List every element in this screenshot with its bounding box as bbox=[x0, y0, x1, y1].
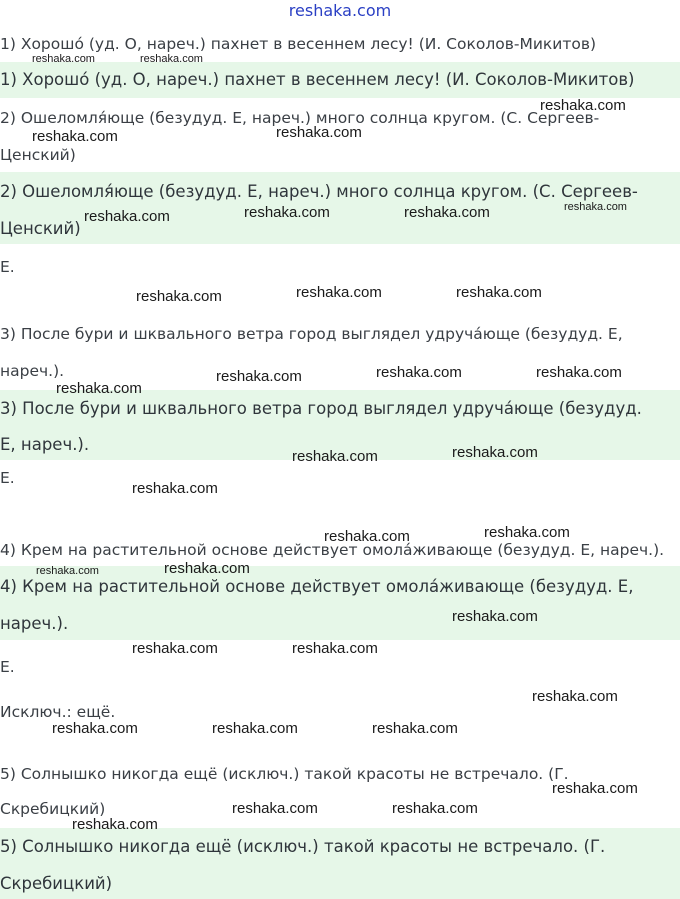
watermark: reshaka.com bbox=[392, 800, 478, 817]
watermark: reshaka.com bbox=[212, 720, 298, 737]
watermark: reshaka.com bbox=[244, 204, 330, 221]
sentence-3-line-2: нареч.). bbox=[0, 362, 65, 380]
sentence-3-highlighted-line-1: 3) После бури и шквального ветра город выглядел удруча́юще (безудуд. bbox=[0, 399, 642, 418]
sentence-4: 4) Крем на растительной основе действует омола́живающе (безудуд. Е, нареч.). bbox=[0, 541, 665, 559]
watermark: reshaka.com bbox=[376, 364, 462, 381]
sentence-5-line-2: Скребицкий) bbox=[0, 800, 106, 818]
watermark: reshaka.com bbox=[564, 201, 627, 213]
sentence-4-highlighted-line-1: 4) Крем на растительной основе действует омола́живающе (безудуд. Е, bbox=[0, 577, 634, 596]
watermark: reshaka.com bbox=[324, 528, 410, 545]
watermark: reshaka.com bbox=[296, 284, 382, 301]
watermark: reshaka.com bbox=[552, 780, 638, 797]
watermark: reshaka.com bbox=[32, 53, 95, 65]
sentence-2-line-1: 2) Ошеломля́юще (безудуд. Е, нареч.) много солнца кругом. (С. Сергеев- bbox=[0, 109, 600, 127]
watermark: reshaka.com bbox=[36, 565, 99, 577]
watermark: reshaka.com bbox=[56, 380, 142, 397]
sentence-5-line-1: 5) Солнышко никогда ещё (исключ.) такой красоты не встречало. (Г. bbox=[0, 765, 569, 783]
watermark: reshaka.com bbox=[140, 53, 203, 65]
sentence-2-line-2: Ценский) bbox=[0, 146, 76, 164]
exception-note: Исключ.: ещё. bbox=[0, 703, 116, 721]
watermark: reshaka.com bbox=[132, 640, 218, 657]
watermark: reshaka.com bbox=[372, 720, 458, 737]
watermark: reshaka.com bbox=[276, 124, 362, 141]
watermark: reshaka.com bbox=[292, 640, 378, 657]
watermark: reshaka.com bbox=[540, 97, 626, 114]
watermark: reshaka.com bbox=[536, 364, 622, 381]
sentence-1: 1) Хорошо́ (уд. О, нареч.) пахнет в весеннем лесу! (И. Соколов-Микитов) bbox=[0, 35, 597, 53]
watermark: reshaka.com bbox=[532, 688, 618, 705]
watermark: reshaka.com bbox=[84, 208, 170, 225]
sentence-2-highlighted-line-2: Ценский) bbox=[0, 219, 81, 238]
watermark: reshaka.com bbox=[452, 444, 538, 461]
watermark: reshaka.com bbox=[404, 204, 490, 221]
sentence-4-highlighted-line-2: нареч.). bbox=[0, 614, 69, 633]
watermark: reshaka.com bbox=[232, 800, 318, 817]
watermark: reshaka.com bbox=[52, 720, 138, 737]
sentence-2-highlighted-line-1: 2) Ошеломля́юще (безудуд. Е, нареч.) много солнца кругом. (С. Сергеев- bbox=[0, 182, 638, 201]
watermark: reshaka.com bbox=[72, 816, 158, 833]
watermark: reshaka.com bbox=[452, 608, 538, 625]
ending-letter-2: Е. bbox=[0, 258, 15, 276]
watermark: reshaka.com bbox=[132, 480, 218, 497]
watermark: reshaka.com bbox=[32, 128, 118, 145]
sentence-3-line-1: 3) После бури и шквального ветра город выглядел удруча́юще (безудуд. Е, bbox=[0, 325, 623, 343]
site-header[interactable]: reshaka.com bbox=[288, 1, 392, 20]
watermark: reshaka.com bbox=[292, 448, 378, 465]
ending-letter-3: Е. bbox=[0, 469, 15, 487]
sentence-1-highlighted: 1) Хорошо́ (уд. О, нареч.) пахнет в весеннем лесу! (И. Соколов-Микитов) bbox=[0, 70, 635, 89]
watermark: reshaka.com bbox=[456, 284, 542, 301]
ending-letter-4: Е. bbox=[0, 658, 15, 676]
sentence-5-highlighted-line-1: 5) Солнышко никогда ещё (исключ.) такой красоты не встречало. (Г. bbox=[0, 837, 606, 856]
watermark: reshaka.com bbox=[136, 288, 222, 305]
sentence-3-highlighted-line-2: Е, нареч.). bbox=[0, 435, 90, 454]
sentence-5-highlighted-line-2: Скребицкий) bbox=[0, 874, 113, 893]
watermark: reshaka.com bbox=[484, 524, 570, 541]
watermark: reshaka.com bbox=[216, 368, 302, 385]
watermark: reshaka.com bbox=[164, 560, 250, 577]
